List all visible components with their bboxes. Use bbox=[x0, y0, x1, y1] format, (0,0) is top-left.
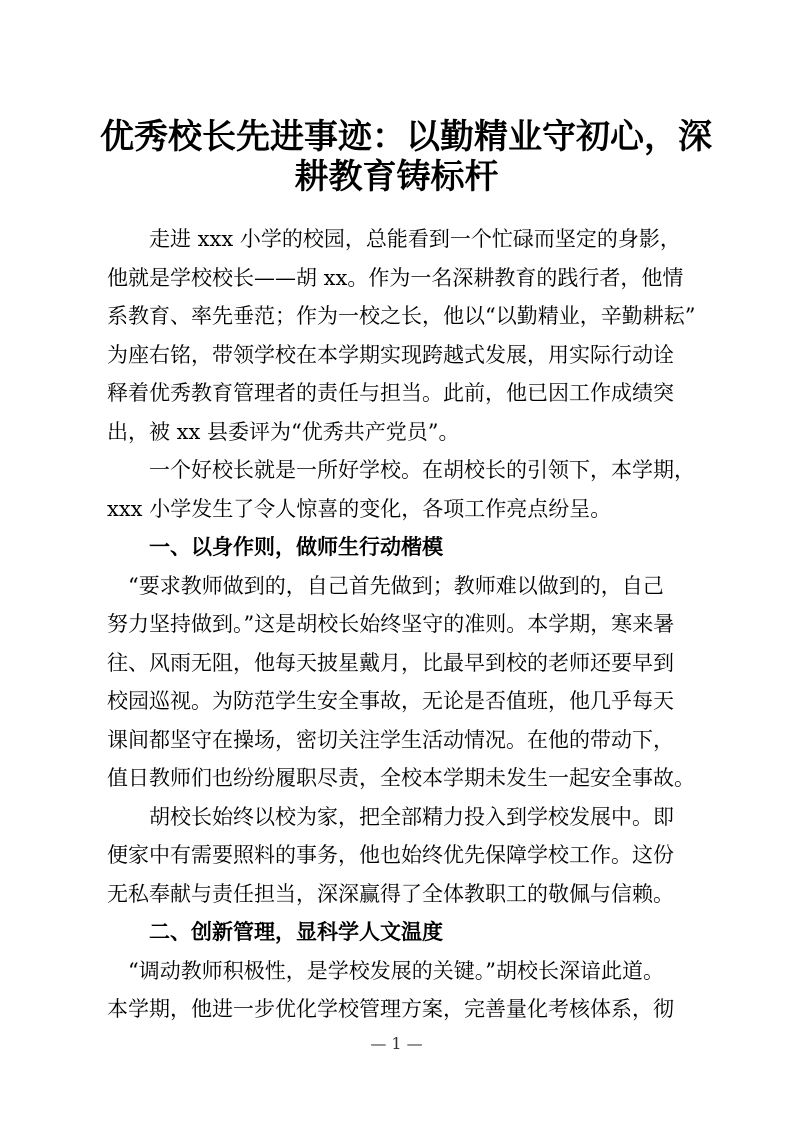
document-title-line-2: 耕教育铸标杆 bbox=[294, 157, 499, 197]
paragraph-2-line-2: xxx 小学发生了令人惊喜的变化，各项工作亮点纷呈。 bbox=[107, 497, 612, 521]
paragraph-3-line-2: 努力坚持做到。”这是胡校长始终坚守的准则。本学期，寒来暑 bbox=[107, 612, 675, 636]
paragraph-3-line-3: 往、风雨无阻，他每天披星戴月，比最早到校的老师还要早到 bbox=[107, 651, 674, 675]
section-heading-2: 二、创新管理，显科学人文温度 bbox=[149, 920, 443, 944]
paragraph-1-line-5: 释着优秀教育管理者的责任与担当。此前，他已因工作成绩突 bbox=[107, 381, 674, 405]
paragraph-5-line-2: 本学期，他进一步优化学校管理方案，完善量化考核体系，彻 bbox=[107, 997, 674, 1021]
paragraph-3-line-6: 值日教师们也纷纷履职尽责，全校本学期未发生一起安全事故。 bbox=[107, 766, 695, 790]
paragraph-3-line-4: 校园巡视。为防范学生安全事故，无论是否值班，他几乎每天 bbox=[107, 689, 674, 713]
paragraph-1-line-6: 出，被 xx 县委评为“优秀共产党员”。 bbox=[107, 420, 460, 444]
paragraph-2-line-1: 一个好校长就是一所好学校。在胡校长的引领下，本学期， bbox=[107, 458, 695, 482]
paragraph-4-line-2: 便家中有需要照料的事务，他也始终优先保障学校工作。这份 bbox=[107, 843, 674, 867]
paragraph-1-line-3: 系教育、率先垂范；作为一校之长，他以“以勤精业，辛勤耕耘” bbox=[107, 304, 696, 328]
paragraph-1-line-2: 他就是学校校长——胡 xx。作为一名深耕教育的践行者，他情 bbox=[107, 266, 684, 290]
paragraph-4-line-3: 无私奉献与责任担当，深深赢得了全体教职工的敬佩与信赖。 bbox=[107, 882, 674, 906]
paragraph-3-line-5: 课间都坚守在操场，密切关注学生活动情况。在他的带动下， bbox=[107, 728, 674, 752]
paragraph-1-line-4: 为座右铭，带领学校在本学期实现跨越式发展，用实际行动诠 bbox=[107, 343, 674, 367]
paragraph-4-line-1: 胡校长始终以校为家，把全部精力投入到学校发展中。即 bbox=[107, 805, 674, 829]
page-number: — 1 — bbox=[370, 1034, 423, 1053]
paragraph-1-line-1: 走进 xxx 小学的校园，总能看到一个忙碌而坚定的身影， bbox=[107, 227, 681, 251]
paragraph-5-line-1: “调动教师积极性，是学校发展的关键。”胡校长深谙此道。 bbox=[107, 959, 664, 983]
section-heading-1: 一、以身作则，做师生行动楷模 bbox=[149, 535, 443, 559]
document-title-line-1: 优秀校长先进事迹：以勤精业守初心，深 bbox=[100, 117, 712, 157]
paragraph-3-line-1: “要求教师做到的，自己首先做到；教师难以做到的，自己 bbox=[107, 574, 664, 598]
